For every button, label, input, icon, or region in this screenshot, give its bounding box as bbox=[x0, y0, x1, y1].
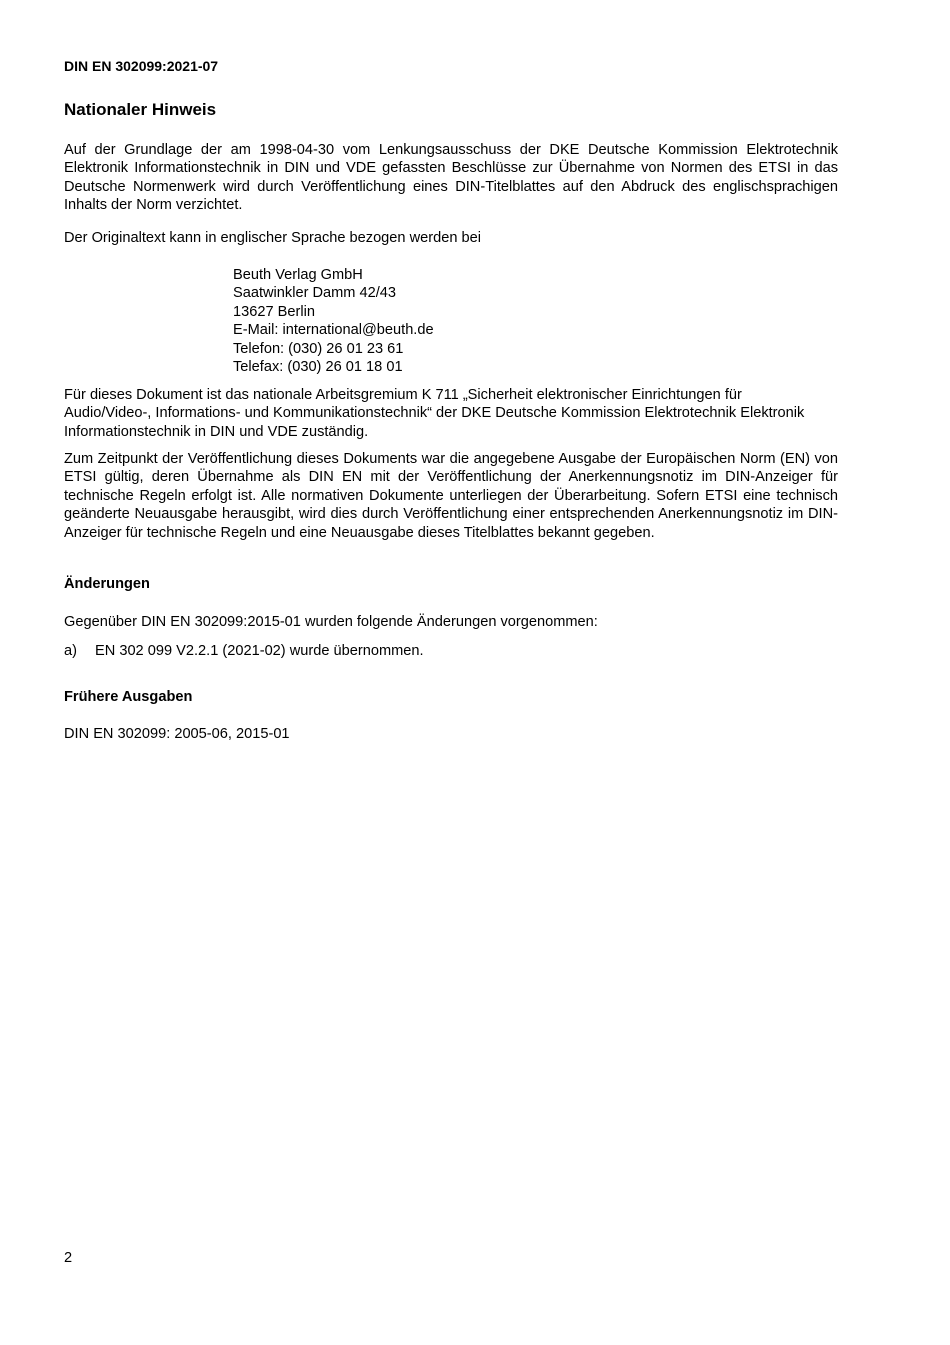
document-page bbox=[64, 0, 838, 1345]
section-heading-changes: Änderungen bbox=[64, 576, 150, 592]
address-company: Beuth Verlag GmbH bbox=[233, 267, 363, 283]
paragraph-validity: Zum Zeitpunkt der Veröffentlichung dieses Dokuments war die angegebene Ausgabe der Europäischen Norm (EN) von ETSI gültig, deren Übernahme als DIN EN mit der Veröffentlichung der Anerkennungsnotiz im DIN-Anzeiger für technische Regeln erfolgt ist. Alle normativen Dokumente unterliegen der Überarbeitung. Sofern ETSI eine technisch geänderte Neuausgabe herausgibt, wird dies durch Veröffentlichung einer entsprechenden Anerkennungsnotiz im DIN-Anzeiger für technische Regeln und eine Neuausgabe dieses Titelblattes bekannt gegeben. bbox=[64, 451, 838, 541]
publisher-address bbox=[233, 266, 434, 376]
paragraph-original-text-source: Der Originaltext kann in englischer Sprache bezogen werden bei bbox=[64, 230, 481, 246]
page-number: 2 bbox=[64, 1250, 73, 1266]
address-phone: Telefon: (030) 26 01 23 61 bbox=[233, 340, 404, 357]
list-item-text: EN 302 099 V2.2.1 (2021-02) wurde übernommen. bbox=[95, 643, 424, 659]
previous-editions-text: DIN EN 302099: 2005-06, 2015-01 bbox=[64, 726, 290, 742]
document-id-header: DIN EN 302099:2021-07 bbox=[64, 58, 219, 74]
list-item-marker: a) bbox=[64, 643, 77, 659]
address-email: E-Mail: international@beuth.de bbox=[233, 322, 434, 339]
paragraph-adoption-basis: Auf der Grundlage der am 1998-04-30 vom Lenkungsausschuss der DKE Deutsche Kommission Elektrotechnik Elektronik Informationstechnik in DIN und VDE gefassten Beschlüsse zur Übernahme von Normen des ETSI in das Deutsche Normenwerk wird durch Veröffentlichung eines DIN-Titelblattes auf den Abdruck des englischsprachigen Inhalts der Norm verzichtet. bbox=[64, 142, 838, 214]
changes-intro: Gegenüber DIN EN 302099:2015-01 wurden folgende Änderungen vorgenommen: bbox=[64, 614, 598, 630]
address-city: 13627 Berlin bbox=[233, 303, 315, 320]
list-item bbox=[64, 642, 424, 660]
section-heading-national-note: Nationaler Hinweis bbox=[64, 100, 217, 119]
paragraph-responsible-committee: Für dieses Dokument ist das nationale Arbeitsgremium K 711 „Sicherheit elektronischer Einrichtungen für Audio/Video-, Informations- und Kommunikationstechnik“ der DKE Deutsche Kommission Elektrotechnik Elektronik Informationstechnik in DIN und VDE zuständig. bbox=[64, 387, 805, 440]
section-heading-previous-editions: Frühere Ausgaben bbox=[64, 689, 193, 705]
address-street: Saatwinkler Damm 42/43 bbox=[233, 285, 397, 302]
address-fax: Telefax: (030) 26 01 18 01 bbox=[233, 359, 403, 376]
